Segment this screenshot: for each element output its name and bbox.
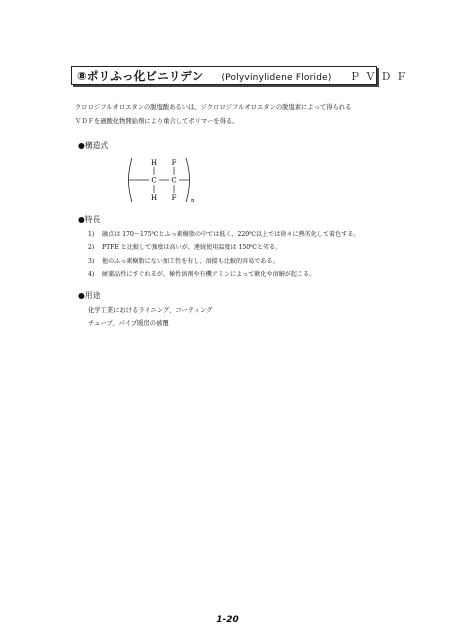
page-title — [77, 68, 412, 84]
atom-f-bottom: F — [171, 194, 177, 202]
atom-h-bottom: H — [150, 194, 158, 202]
features-heading: ●特長 — [78, 215, 101, 224]
list-item — [88, 268, 360, 281]
uses-heading: ●用途 — [78, 291, 101, 300]
uses-list — [88, 304, 213, 331]
item-number: 2) — [88, 244, 95, 252]
subscript-n: n — [191, 198, 195, 204]
intro-line: ＶＤＦを過酸化物開始剤により重合してポリマーを得る。 — [75, 118, 239, 125]
title-english: (Polyvinylidene Floride) — [221, 73, 332, 83]
intro-paragraph — [75, 101, 395, 129]
list-item — [88, 241, 360, 254]
item-number: 3) — [88, 257, 95, 265]
list-item — [88, 255, 360, 268]
atom-c-left: C — [151, 176, 157, 185]
atom-c-right: C — [171, 176, 177, 185]
page-number: 1-20 — [216, 615, 239, 625]
list-item — [88, 228, 360, 241]
structure-heading: ●構造式 — [78, 141, 109, 150]
atom-f-top: F — [171, 159, 177, 167]
structural-formula — [126, 155, 206, 205]
item-number: 1) — [88, 231, 95, 238]
title-box — [71, 66, 412, 85]
intro-line: クロロジフルオロエタンの脱塩酸あるいは、ジクロロジフルオロエタンの脱塩素によって得られる — [75, 104, 352, 111]
item-text: 他のふっ素樹脂にない加工性を有し、溶接も比較的容易である。 — [102, 257, 279, 265]
item-number: 4) — [88, 271, 95, 279]
list-item: チューブ、パイプ暖房の被覆 — [88, 320, 169, 328]
title-main: ⑧ポリふっ化ビニリデン — [77, 69, 204, 83]
list-item: 化学工業におけるライニング、コーティング — [88, 307, 213, 314]
features-list — [88, 228, 360, 282]
title-abbr: ＰＶＤＦ — [349, 71, 412, 83]
item-text: 耐薬品性にすぐれるが、極性溶剤や有機アミンによって軟化や溶解が起こる。 — [102, 271, 316, 279]
atom-h-top: H — [150, 159, 158, 167]
item-text: 融点は 170～175℃とふっ素樹脂の中では低く、220℃以上では徐々に熱劣化して着色する。 — [102, 231, 360, 238]
item-text: PTFE と比較して強度は高いが、連続使用温度は 150℃と劣る。 — [102, 244, 282, 252]
